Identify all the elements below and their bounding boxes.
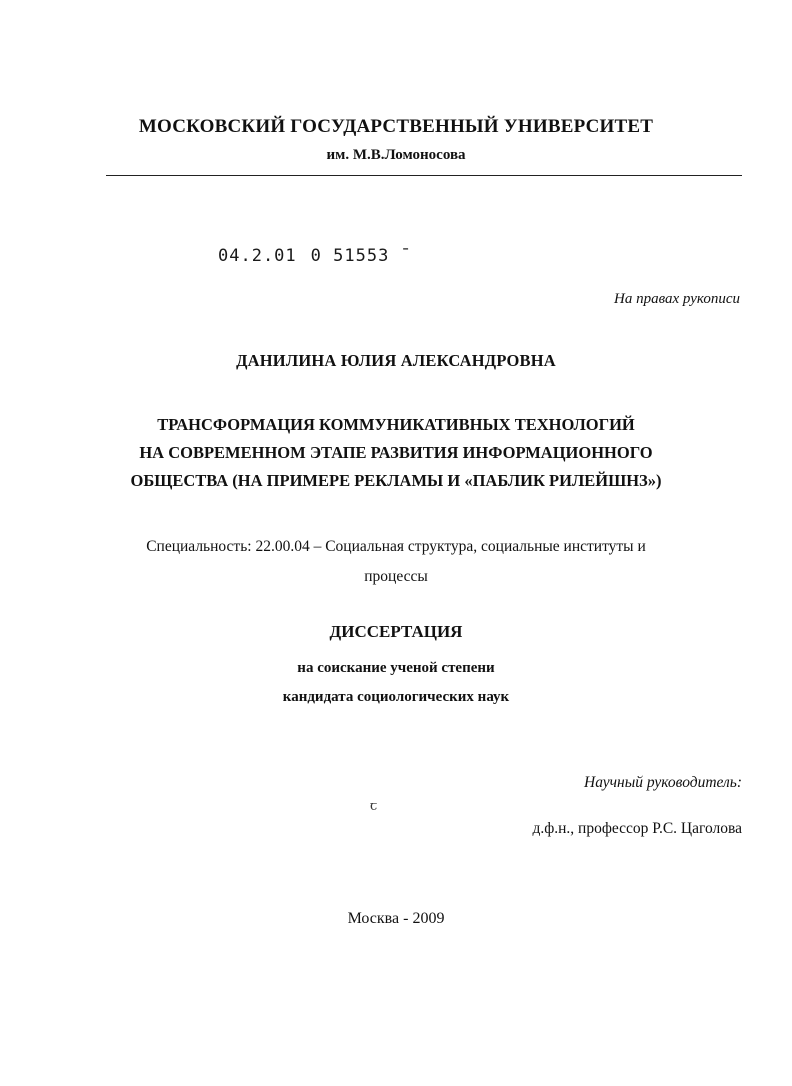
title-line: ТРАНСФОРМАЦИЯ КОММУНИКАТИВНЫХ ТЕХНОЛОГИЙ	[157, 415, 635, 434]
dissertation-title	[0, 411, 792, 495]
title-line: НА СОВРЕМЕННОМ ЭТАПЕ РАЗВИТИЯ ИНФОРМАЦИОННОГО	[139, 443, 653, 462]
degree-line: кандидата социологических наук	[282, 689, 510, 705]
header-divider	[106, 175, 742, 176]
author-name: ДАНИЛИНА ЮЛИЯ АЛЕКСАНДРОВНА	[236, 351, 556, 370]
library-stamp	[218, 246, 412, 266]
university-name: МОСКОВСКИЙ ГОСУДАРСТВЕННЫЙ УНИВЕРСИТЕТ	[138, 116, 654, 137]
stamp-date: 04.2.01	[218, 246, 297, 266]
degree-line: на соискание ученой степени	[297, 660, 495, 676]
manuscript-rights-note: На правах рукописи	[614, 291, 740, 307]
supervisor-label: Научный руководитель:	[584, 774, 742, 791]
supervisor-name: д.ф.н., профессор Р.С. Цаголова	[532, 820, 742, 837]
stray-mark: ꞇ	[370, 798, 378, 813]
specialty-line: процессы	[364, 568, 428, 585]
stamp-number: 0 51553 ˉ	[310, 246, 412, 266]
university-subtitle: им. М.В.Ломоносова	[326, 147, 466, 163]
dissertation-heading: ДИССЕРТАЦИЯ	[329, 622, 463, 641]
city-year: Москва - 2009	[347, 910, 445, 927]
specialty-line: Специальность: 22.00.04 – Социальная структура, социальные институты и	[146, 538, 646, 555]
specialty	[0, 532, 792, 592]
title-line: ОБЩЕСТВА (НА ПРИМЕРЕ РЕКЛАМЫ И «ПАБЛИК РИЛЕЙШНЗ»)	[130, 471, 662, 490]
degree-statement	[0, 654, 792, 712]
